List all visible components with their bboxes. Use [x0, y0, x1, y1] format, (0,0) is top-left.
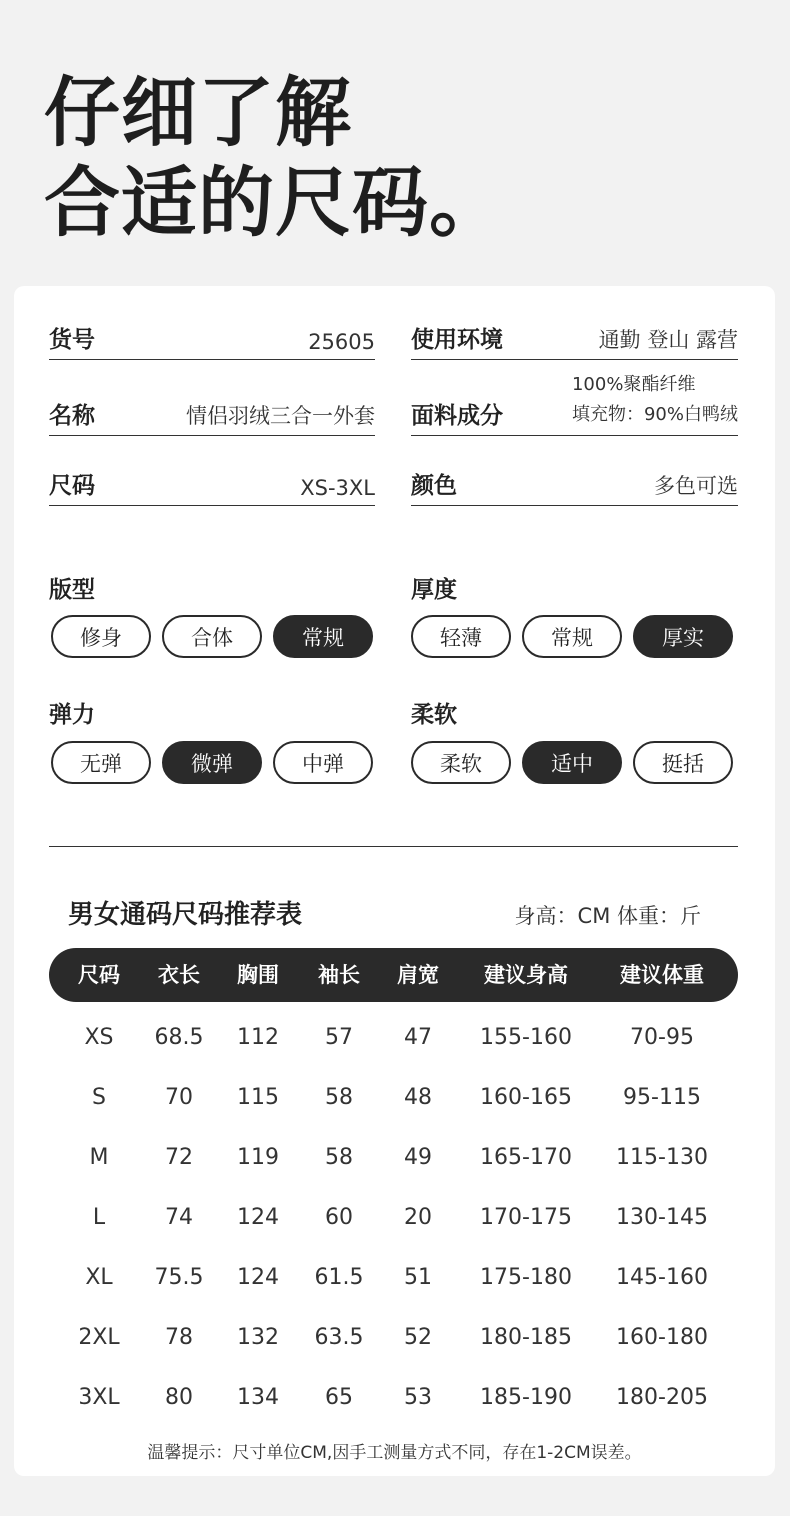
table-cell: 53	[404, 1385, 432, 1410]
table-cell: 2XL	[78, 1325, 120, 1350]
column-header: 尺码	[78, 963, 120, 987]
table-cell: 124	[237, 1205, 279, 1230]
thickness-options	[411, 615, 733, 658]
elasticity-option[interactable]: 无弹	[51, 741, 151, 784]
hero-line-1: 仔细了解	[44, 68, 352, 157]
table-cell: 58	[325, 1145, 353, 1170]
fabric-filling: 填充物：90%白鸭绒	[571, 404, 738, 425]
table-cell: 115-130	[616, 1145, 708, 1170]
section-divider	[49, 846, 738, 847]
spec-value: 通勤 登山 露营	[598, 328, 738, 352]
thickness-option[interactable]: 轻薄	[411, 615, 511, 658]
column-header: 建议身高	[484, 963, 568, 987]
table-cell: 20	[404, 1205, 432, 1230]
table-cell: 48	[404, 1085, 432, 1110]
spec-usage	[411, 324, 738, 360]
table-cell: 78	[165, 1325, 193, 1350]
softness-option[interactable]: 适中	[522, 741, 622, 784]
table-cell: 175-180	[480, 1265, 572, 1290]
table-cell: 124	[237, 1265, 279, 1290]
spec-label: 使用环境	[411, 327, 503, 353]
table-cell: 58	[325, 1085, 353, 1110]
spec-value	[572, 370, 738, 430]
table-cell: 49	[404, 1145, 432, 1170]
table-cell: 112	[237, 1025, 279, 1050]
spec-value: 多色可选	[654, 474, 738, 498]
thickness-option[interactable]: 厚实	[633, 615, 733, 658]
softness-options	[411, 741, 733, 784]
softness-option[interactable]: 挺括	[633, 741, 733, 784]
softness-option[interactable]: 柔软	[411, 741, 511, 784]
spec-label: 颜色	[411, 473, 457, 499]
table-row	[49, 1308, 738, 1368]
fit-option[interactable]: 常规	[273, 615, 373, 658]
table-cell: L	[92, 1205, 106, 1230]
hero-heading	[44, 68, 506, 248]
thickness-option[interactable]: 常规	[522, 615, 622, 658]
table-row	[49, 1368, 738, 1428]
size-table-title: 男女通码尺码推荐表	[68, 900, 303, 930]
table-cell: M	[89, 1145, 109, 1170]
column-header: 肩宽	[397, 963, 439, 987]
fit-option[interactable]: 合体	[162, 615, 262, 658]
table-cell: 60	[325, 1205, 353, 1230]
table-cell: 165-170	[480, 1145, 572, 1170]
table-cell: 180-205	[616, 1385, 708, 1410]
spec-label: 名称	[49, 403, 95, 429]
table-cell: 72	[165, 1145, 193, 1170]
table-cell: 74	[165, 1205, 193, 1230]
table-cell: 57	[325, 1025, 353, 1050]
table-row	[49, 1188, 738, 1248]
table-cell: 160-180	[616, 1325, 708, 1350]
table-cell: 63.5	[314, 1325, 364, 1350]
unit-note: 身高：CM 体重：斤	[514, 904, 701, 928]
table-cell: XL	[85, 1265, 113, 1290]
spec-size	[49, 468, 375, 506]
size-guide-card	[14, 286, 775, 1476]
elasticity-title: 弹力	[49, 702, 95, 728]
column-header: 胸围	[237, 963, 279, 987]
softness-title: 柔软	[411, 702, 457, 728]
spec-fabric	[411, 372, 738, 436]
elasticity-option[interactable]: 中弹	[273, 741, 373, 784]
fit-options	[51, 615, 373, 658]
spec-label: 面料成分	[411, 403, 503, 429]
table-cell: 70	[165, 1085, 193, 1110]
table-cell: 70-95	[630, 1025, 694, 1050]
fabric-composition: 100%聚酯纤维	[571, 374, 696, 395]
spec-value: XS-3XL	[300, 476, 375, 500]
spec-color	[411, 468, 738, 506]
table-cell: 130-145	[616, 1205, 708, 1230]
thickness-title: 厚度	[411, 577, 457, 603]
table-cell: 119	[237, 1145, 279, 1170]
table-cell: 180-185	[480, 1325, 572, 1350]
spec-item-no	[49, 324, 375, 360]
fit-option[interactable]: 修身	[51, 615, 151, 658]
table-cell: 132	[237, 1325, 279, 1350]
table-cell: 3XL	[78, 1385, 120, 1410]
table-cell: 61.5	[314, 1265, 364, 1290]
table-cell: 51	[404, 1265, 432, 1290]
fit-title: 版型	[49, 577, 95, 603]
column-header: 建议体重	[620, 963, 704, 987]
table-cell: 68.5	[154, 1025, 204, 1050]
table-cell: 185-190	[480, 1385, 572, 1410]
column-header: 袖长	[318, 963, 360, 987]
spec-value: 情侣羽绒三合一外套	[186, 404, 375, 428]
spec-value: 25605	[308, 330, 375, 354]
table-row	[49, 1128, 738, 1188]
spec-label: 货号	[49, 327, 95, 353]
table-cell: 134	[237, 1385, 279, 1410]
elasticity-option[interactable]: 微弹	[162, 741, 262, 784]
hero-line-2: 合适的尺码。	[44, 158, 506, 247]
table-cell: 170-175	[480, 1205, 572, 1230]
table-cell: 52	[404, 1325, 432, 1350]
spec-name	[49, 396, 375, 436]
elasticity-options	[51, 741, 373, 784]
table-row	[49, 1008, 738, 1068]
table-cell: 115	[237, 1085, 279, 1110]
column-header: 衣长	[158, 963, 200, 987]
table-cell: 47	[404, 1025, 432, 1050]
table-cell: 80	[165, 1385, 193, 1410]
table-cell: 95-115	[623, 1085, 701, 1110]
table-cell: 155-160	[480, 1025, 572, 1050]
table-cell: XS	[84, 1025, 114, 1050]
size-table-body	[49, 1008, 738, 1428]
table-cell: 145-160	[616, 1265, 708, 1290]
table-cell: 75.5	[154, 1265, 204, 1290]
footnote: 温馨提示：尺寸单位CM,因手工测量方式不同，存在1-2CM误差。	[147, 1443, 642, 1463]
table-row	[49, 1248, 738, 1308]
table-cell: 65	[325, 1385, 353, 1410]
spec-label: 尺码	[49, 473, 95, 499]
table-cell: S	[92, 1085, 106, 1110]
table-cell: 160-165	[480, 1085, 572, 1110]
table-row	[49, 1068, 738, 1128]
size-table-header	[49, 948, 738, 1002]
